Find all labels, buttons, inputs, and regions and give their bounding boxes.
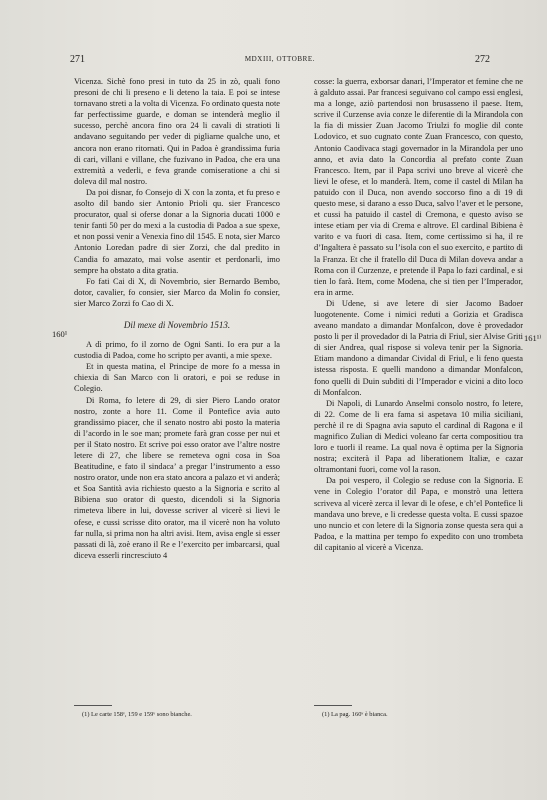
section-heading: Dil mexe di Novembrio 1513. [123, 319, 231, 330]
margin-number-left: 160¹ [52, 329, 68, 339]
footnote-divider [314, 705, 352, 706]
paragraph: cosse: la guerra, exborsar danari, l’Imperator et femine che ne à galduto assai. Par francesi seguivano col campo essi englesi, ma a longe, aziò partendosi non brusasseno il paese. Item, scrive il Curzense avia conze le diferentie di la Mirandola con la fia di missier Zuan Jacomo Triulzi fo moglie dil conte Lodovico, et suo cugnato conte Zuan Francesco, con questo, Antonio Caodivaca stagi governador in la Mirandola per uno anno, et avia dato la Concordia al prefato conte Zuan Francesco. Item, par il Papa scrivi uno breve al vicerè che lievi le ofese, et lo manderà. Item, come il castel di Milan ha patuido con il Duca, non avendo soccorso fino a di 19 di questo mese, si darano a esso Duca, salvo l’aver et le persone, et cussi ha patuido il castel di Cremona, e questo aviso se intese etiam per via di Crema e altrove. El cardinal Bibiena è varito e va fuori di casa. Item, come certissimo si ha, il re d’Ingaltera è passato su l’isola con el suo exercito, e partito di la Franza. Et che il fratello dil Duca di Milan doveva andar a Roma con il Curzenze, e pretende il Papa lo fazi cardinal, e si tien lo farà. Item, come Modena, che si tien per l’Imperador, era in arme. [314, 77, 523, 297]
footnote-right: (1) La pag. 160ᵛ è bianca. [322, 711, 388, 718]
paragraph: A dì primo, fo il zorno de Ogni Santi. Io era pur a la custodia di Padoa, come ho scripto per avanti, a mie spexe. [74, 340, 280, 361]
running-title: MDXIII, OTTOBRE. [244, 55, 316, 63]
paragraph: Et in questa matina, el Principe de more fo a messa in chiexia di San Marco con li oratori, e poi se reduse in Colegio. [74, 362, 280, 394]
running-header [70, 54, 490, 68]
page-number-left: 271 [70, 54, 85, 65]
paragraph: Di Udene, si ave letere di sier Jacomo Badoer luogotenente. Come i nimici reduti a Gorizia et Gradisca aveano mandato a dimandar Monfalcon, dove è provedador posto li per il provedador di la Patria di Friul, sier Alvise Griti di sier Andrea, qual rispose si voleva tenir per la Signoria. Etiam mandono a dimandar Cividal di Friul, e li feno questa istessa risposta. E quelli mandono a dimandar Monfalcon, fono quelli di Duin subditi di l’Imperador e vicini a dito loco di Monfalcon. [314, 298, 523, 397]
footnote-divider [74, 705, 112, 706]
left-column [74, 76, 280, 561]
page-number-right: 272 [475, 54, 490, 65]
paragraph: Di Napoli, di Lunardo Anselmi consolo nostro, fo letere, di 22. Come de li era fama si aspetava 10 milia siciliani, perchè il re di Spagna avia saputo el cardinal di Ragona e il magnifico Zulian di Medici voleano far certa compositiou tra loro e tuorli il reame. La qual nova è optima per la Signoria nostra; exciterà il Papa ad liberationem Italiæ, e cazar oltramontani fuori, come vol la rason. [314, 398, 523, 475]
paragraph: Da poi disnar, fo Consejo di X con la zonta, et fu preso e asolto dil bando sier Antonio Prioli qu. sier Francesco procurator, qual si oferse donar a la Signoria ducati 1000 e tenir fanti 50 per do mexi a la custodia di Padoa a sue spexe, et non possi venir a Venexia fino dil 1545. E nota, sier Marco Antonio Loredan padre di sier Zorzi, che dal predito in Candia fo amazato, mai volse asentir et perdonarli, imo sempre ha obstato a dita gratia. [74, 187, 280, 275]
paragraph: Fo fati Cai di X, di Novembrio, sier Bernardo Bembo, dotor, cavalier, fo consier, sier Marco da Molin fo consier, sier Marco Zorzi fo Cao di X. [74, 276, 280, 308]
footnote-left: (1) Le carte 158ᵛ, 159 e 159ᵛ sono bianche. [82, 711, 192, 718]
paragraph: Vicenza. Sichè fono presi in tuto da 25 in zò, quali fono presoni de chi li preseno e li deteno la taia. E poi se intese tornavano streti a la volta di Vicenza. Fo ordinato questa note far perfectissime guarde, e doman se intenderà meglio il sucesso, perchè ancora fino ora 24 li cavali di stratioti li andavano seguitando per veder di pigliarne qualche uno, et ancora non erano ritornati. Qui in Padoa è grandissima furia di cari, villani e villane, che fuzivano in Padoa, che era una extremità a vederli, e feva grande comiseratione a chi si doleva dil mal nostro. [74, 77, 280, 186]
paragraph: Di Roma, fo letere di 29, di sier Piero Lando orator nostro, zonte a hore 11. Come il Pontefice avia auto grandissimo piacer, che il senato nostro abi posto la materia di l’acordo in le soe man; promete farà gran cosse per nui et per il Stato nostro. Et scrive poi esso orator ave l’altre nostre letere di 27, che libere se remeteva ogni cosa in Soa Beatitudine, e fato il sindaca’ a pregar l’instrumento a esso nostro orator, unde non era stato ancora a palazo et vi anderà; et Soa Santità avia richiesto questo a la Signoria e scrito al Bibiena suo orator di questo, dicendoli si la Signoria rimeteva libere in lui, dovesse scriver al vicerè si lievi le ofese, e cussi scrisse dito orator, ma il vicerè non ha voluto far nulla, si prima non ha altri avisi. Item, avisa engle si esser passati di là, zoè erano il Re e l’exercito per imbarcarsi, qual diceva esserli rincresciuto 4 [74, 395, 280, 560]
margin-number-right: 161¹⁾ [524, 333, 542, 343]
right-column [314, 76, 523, 553]
paragraph: Da poi vespero, il Colegio se reduse con la Signoria. E vene in Colegio l’orator dil Papa, e monstrò una lettera scriveva al vicerè zerca il levar di le ofese, e ch’el Pontefice li mandava uno breve, e li credesse questa volta. E cussi spazoe uno nuncio et con letere di la Signoria zonse questa sera qui a Padoa, e la mattina per tempo fo expedito con uno trombeta dil capitanio al vicerè a Vicenza. [314, 476, 523, 552]
